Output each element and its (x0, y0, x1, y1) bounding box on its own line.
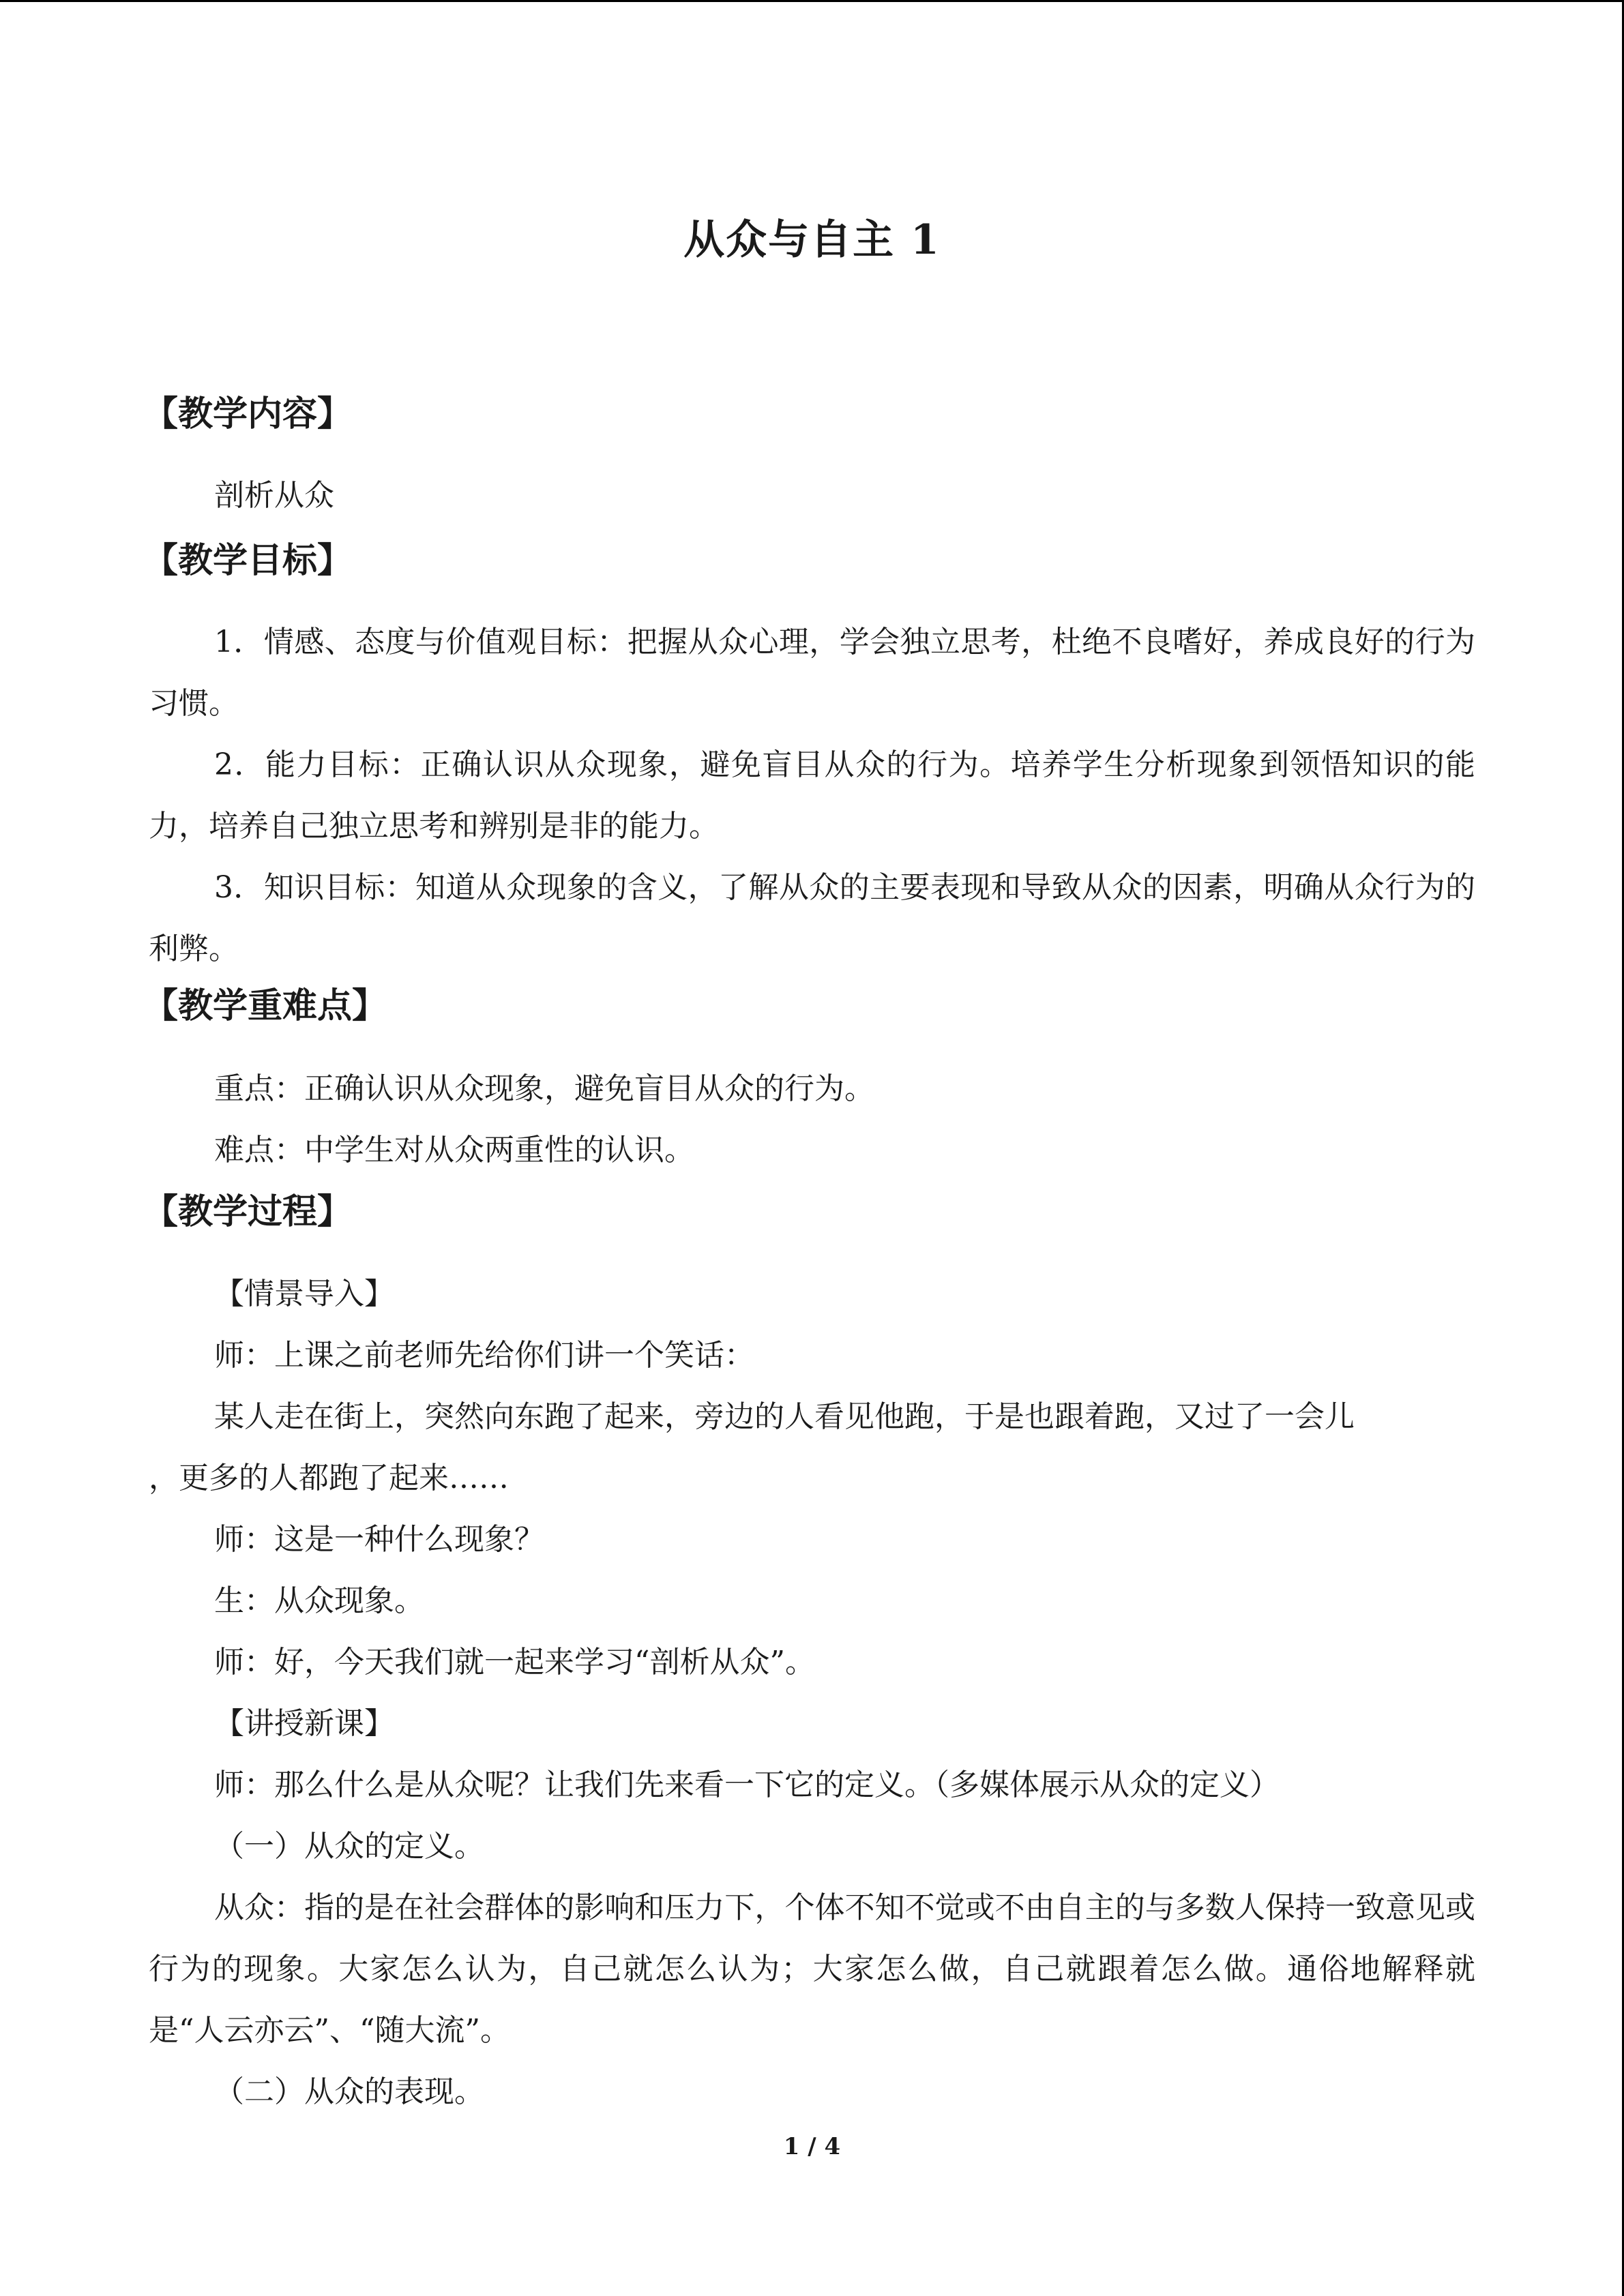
section-goals (143, 537, 1475, 584)
process-line: 生：从众现象。 (214, 1583, 424, 1618)
section-heading-goals: 【教学目标】 (143, 540, 353, 581)
subheading-new-lesson: 【讲授新课】 (214, 1706, 394, 1741)
content-text: 剖析从众 (214, 478, 334, 513)
content-text-block (149, 465, 1475, 526)
section-keypoints (143, 982, 1475, 1030)
process-body (149, 1264, 1475, 2123)
section-content (143, 390, 1475, 438)
subheading-scene-intro: 【情景导入】 (214, 1277, 394, 1311)
goals-list (149, 612, 1475, 980)
difficult-point: 难点：中学生对从众两重性的认识。 (214, 1133, 694, 1167)
process-line: 师：好，今天我们就一起来学习“剖析从众”。 (214, 1645, 815, 1680)
key-point: 重点：正确认识从众现象，避免盲目从众的行为。 (214, 1071, 874, 1106)
process-line: 师：那么什么是从众呢？让我们先来看一下它的定义。（多媒体展示从众的定义） (214, 1768, 1280, 1802)
process-line: 某人走在街上，突然向东跑了起来，旁边的人看见他跑，于是也跟着跑，又过了一会儿 (214, 1399, 1355, 1434)
definition-paragraph: 从众：指的是在社会群体的影响和压力下，个体不知不觉或不由自主的与多数人保持一致意见或行为的现象。大家怎么认为，自己就怎么认为；大家怎么做，自己就跟着怎么做。通俗地解释就是“人云亦云”、“随大流”。 (149, 1890, 1475, 2048)
goal-item-knowledge: 3．知识目标：知道从众现象的含义，了解从众的主要表现和导致从众的因素，明确从众行为的利弊。 (149, 870, 1475, 966)
section-heading-content: 【教学内容】 (143, 393, 353, 434)
keypoints-list (149, 1058, 1475, 1181)
subheading-manifestation: （二）从众的表现。 (214, 2074, 484, 2109)
section-process (143, 1188, 1475, 1236)
process-line: 师：这是一种什么现象？ (214, 1522, 544, 1557)
process-line: 师：上课之前老师先给你们讲一个笑话： (214, 1338, 754, 1373)
goal-item-ability: 2．能力目标：正确认识从众现象，避免盲目从众的行为。培养学生分析现象到领悟知识的能力，培养自己独立思考和辨别是非的能力。 (149, 747, 1475, 844)
page-number: 1 / 4 (783, 2133, 841, 2160)
process-line: ，更多的人都跑了起来…… (149, 1461, 509, 1495)
goal-item-emotion: 1．情感、态度与价值观目标：把握从众心理，学会独立思考，杜绝不良嗜好，养成良好的行为习惯。 (149, 625, 1475, 721)
subheading-definition: （一）从众的定义。 (214, 1829, 484, 1864)
document-title: 从众与自主 1 (683, 216, 941, 264)
section-heading-process: 【教学过程】 (143, 1191, 353, 1232)
section-heading-keypoints: 【教学重难点】 (143, 985, 387, 1026)
page-top-border (0, 0, 1624, 2)
